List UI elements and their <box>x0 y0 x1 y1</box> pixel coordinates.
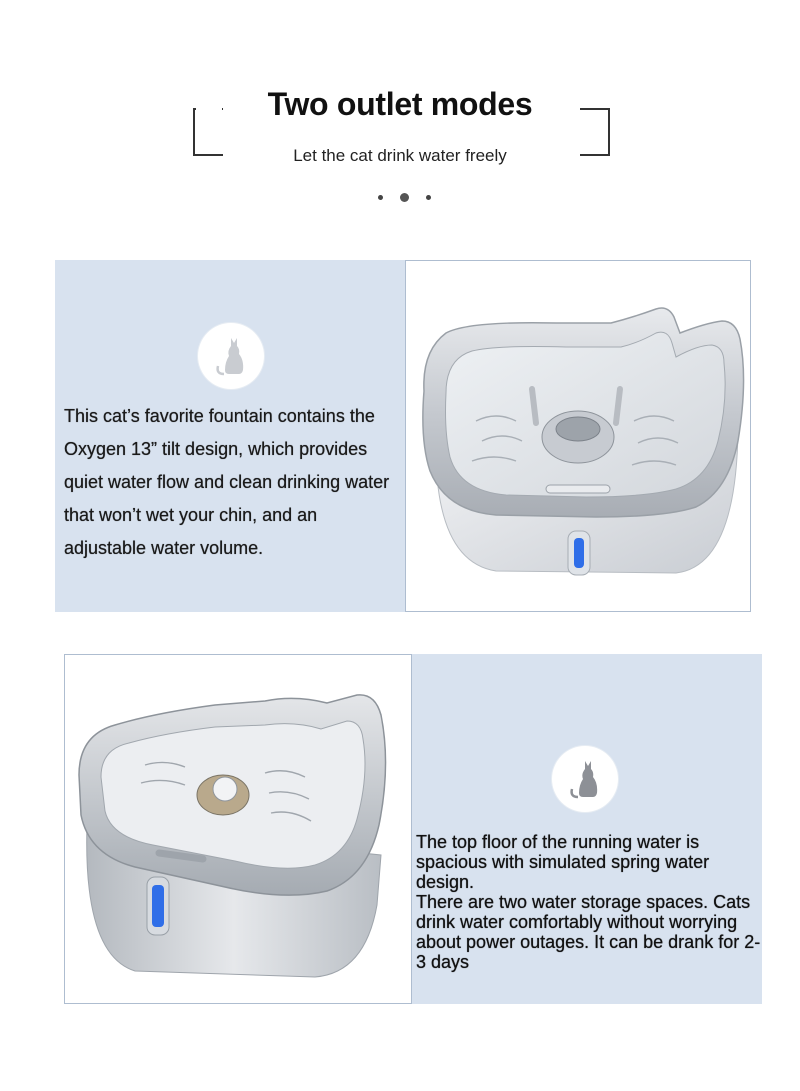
page-subtitle: Let the cat drink water freely <box>293 146 507 165</box>
dot <box>426 195 431 200</box>
dot <box>378 195 383 200</box>
page-title: Two outlet modes <box>267 86 533 122</box>
cat-icon <box>568 757 602 801</box>
dot-active <box>400 193 409 202</box>
feature-description-2-line: The top floor of the running water is spacious with simulated spring water design. <box>416 832 710 892</box>
cat-icon-badge <box>198 323 264 389</box>
fountain-image-angle-view <box>65 655 410 1002</box>
water-level-indicator <box>574 538 584 568</box>
water-level-indicator <box>152 885 164 927</box>
feature-description-2 <box>416 832 766 972</box>
feature-panel-2-image <box>64 654 412 1004</box>
feature-panel-1-image <box>405 260 751 612</box>
cat-icon <box>214 334 248 378</box>
fountain-image-top-view <box>406 261 749 610</box>
feature-description-1: This cat’s favorite fountain contains the Oxygen 13” tilt design, which provides quiet water flow and clean drinking water that won’t wet your chin, and an adjustable water volume. <box>64 406 390 558</box>
feature-description-2-line: There are two water storage spaces. Cats drink water comfortably without worrying about power outages. It can be drank for 2-3 days <box>416 892 761 972</box>
cat-icon-badge <box>552 746 618 812</box>
header <box>0 0 800 230</box>
carousel-dots <box>372 192 432 204</box>
